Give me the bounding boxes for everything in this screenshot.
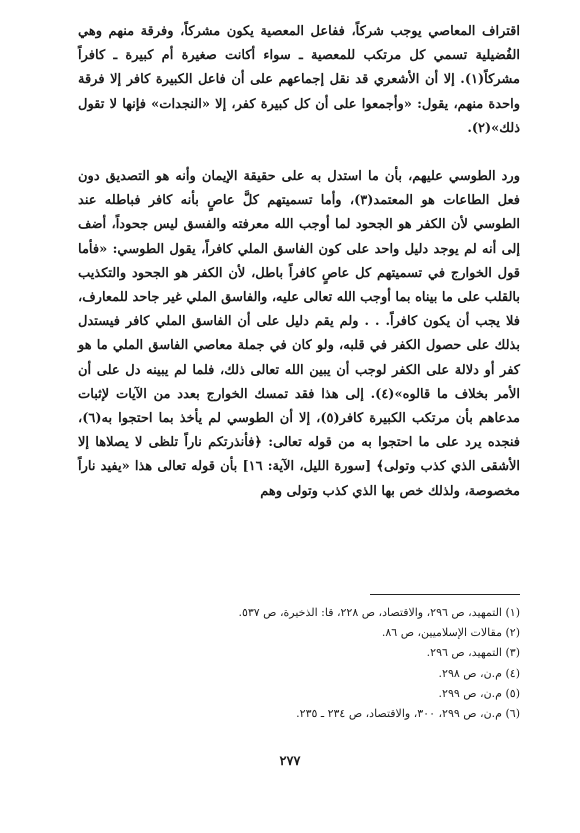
footnote-item: (٥) م.ن، ص ٢٩٩. [438,686,520,700]
paragraph-1: اقتراف المعاصي يوجب شركاً، ففاعل المعصية يكون مشركاً، وفرقة منهم وهي الفُضيلية تسمي كل مرتكب للمعصية ـ سواء أكانت صغيرة أم كبيرة ـ كافراً مشركاً(١). إلا أن الأشعري قد نقل إجماعهم على أن فاعل الكبيرة كافر إلا فرقة واحدة منهم، يقول: «وأجمعوا على أن كل كبيرة كفر، إلا «النجدات» فإنها لا تقول ذلك»(٢). [78,24,520,136]
footnote-item: (٦) م.ن، ص ٢٩٩، ٣٠٠، والاقتصاد، ص ٢٣٤ ـ ٢٣٥. [296,707,520,721]
footnote-item: (٤) م.ن، ص ٢٩٨. [438,666,520,680]
footnote-separator [370,594,520,595]
footnote-item: (٣) التمهيد، ص ٢٩٦. [426,646,520,660]
page-number: ٢٧٧ [279,754,301,769]
footnote-item: (٢) مقالات الإسلاميين، ص ٨٦. [381,626,520,640]
paragraph-2: ورد الطوسي عليهم، بأن ما استدل به على حقيقة الإيمان وأنه هو التصديق دون فعل الطاعات هو المعتمد(٣)، وأما تسميتهم كلَّ عاصٍ بأنه كافر فباطله عند الطوسي لأن الكفر هو الجحود لما أوجب الله معرفته والفسق ليس جحوداً، أضف إلى أنه لم يوجد دليل واحد على كون الفاسق الملي كافراً، يقول الطوسي: «فأما قول الخوارج في تسميتهم كل عاصٍ كافراً باطل، لأن الكفر هو الجحود والتكذيب بالقلب على ما بيناه بما أوجب الله تعالى عليه، والفاسق الملي غير جاحد للمعارف، فلا يجب أن يكون كافراً. . . ولم يقم دليل على أن الفاسق الملي كافر فيستدل بذلك على حصول الكفر في قلبه، ولو كان في جملة معاصي الفاسق الملي ما هو كفر أو دلالة على الكفر لوجب أن يبين الله تعالى ذلك، فلما لم يبينه دل على أن الأمر بخلاف ما قالوه»(٤). إلى هذا فقد تمسك الخوارج بعدد من الآيات لإثبات مدعاهم بأن مرتكب الكبيرة كافر(٥)، إلا أن الطوسي لم يأخذ بما احتجوا به(٦)، فنجده يرد على ما احتجوا به من قوله تعالى: ﴿فأنذرتكم ناراً تلظى لا يصلاها إلا الأشقى الذي كذب وتولى﴾ [سورة الليل، الآية: ١٦] بأن قوله تعالى هذا «يفيد ناراً مخصوصة، ولذلك خص بها الذي كذب وتولى وهم [78,169,521,499]
main-text [78,20,520,504]
footnote-item: (١) التمهيد، ص ٢٩٦، والاقتصاد، ص ٢٢٨، قا: الذخيرة، ص ٥٣٧. [238,606,520,619]
footnote-list [78,603,520,724]
